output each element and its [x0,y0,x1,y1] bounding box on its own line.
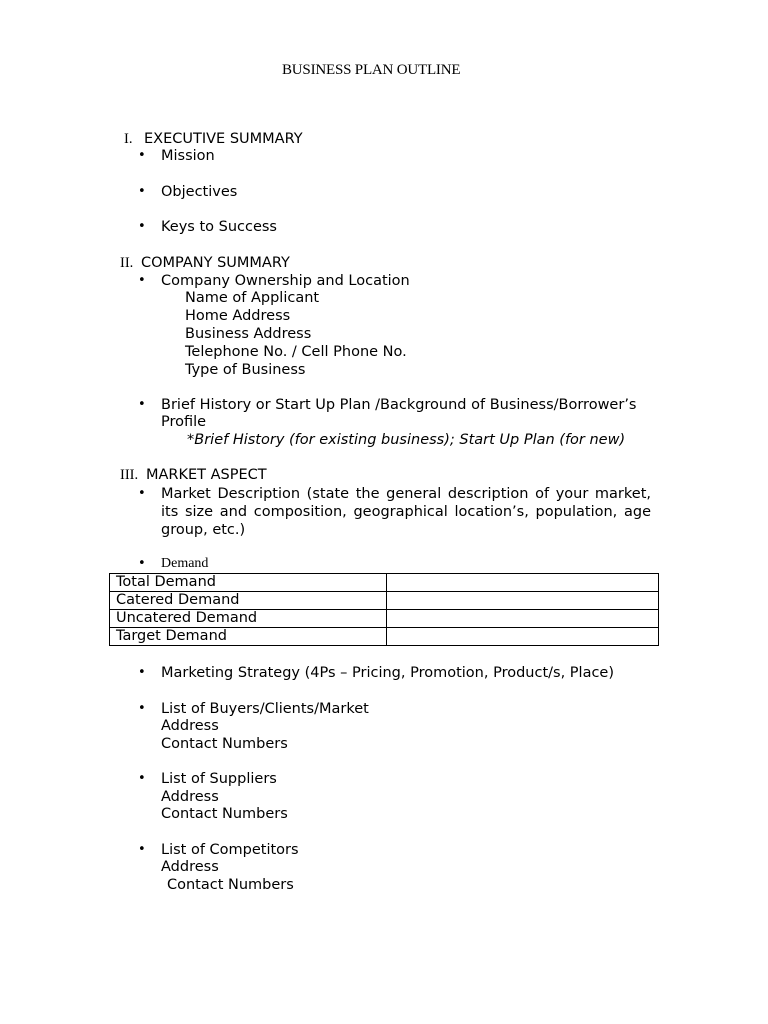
list-item: List of Suppliers [161,771,277,787]
section-numeral: II. [120,255,134,271]
bullet-icon: • [138,184,146,199]
bullet-icon: • [138,397,146,412]
sub-item: Contact Numbers [167,877,294,893]
table-row [110,574,659,592]
sub-item: Address [161,789,219,805]
sub-item: Address [161,859,219,875]
bullet-icon: • [138,842,146,857]
table-cell-value [387,610,659,628]
section-heading: EXECUTIVE SUMMARY [144,131,303,147]
bullet-icon: • [138,556,146,571]
sub-item: Business Address [185,326,312,342]
bullet-icon: • [138,148,146,163]
sub-item: Type of Business [185,362,306,378]
table-cell-value [387,592,659,610]
section-heading: MARKET ASPECT [146,467,267,483]
bullet-icon: • [138,486,146,501]
section-numeral: I. [124,131,133,147]
table-row [110,610,659,628]
bullet-icon: • [138,771,146,786]
list-item: Company Ownership and Location [161,273,410,289]
table-row [110,628,659,646]
sub-item: Name of Applicant [185,290,320,306]
list-item: List of Competitors [161,842,299,858]
section-numeral: III. [120,467,139,483]
list-item: Keys to Success [161,219,277,235]
list-item: Marketing Strategy (4Ps – Pricing, Promotion, Product/s, Place) [161,665,615,681]
list-item-continuation: Profile [161,414,207,430]
table-cell-label: Catered Demand [110,592,387,610]
section-heading: COMPANY SUMMARY [141,255,290,271]
bullet-icon: • [138,219,146,234]
bullet-icon: • [138,701,146,716]
sub-item: Contact Numbers [161,736,288,752]
table-cell-label: Total Demand [110,574,387,592]
note: *Brief History (for existing business); Start Up Plan (for new) [187,432,626,448]
sub-item: Address [161,718,219,734]
list-item: Brief History or Start Up Plan /Background of Business/Borrower’s [161,397,637,413]
bullet-icon: • [138,665,146,680]
table-row [110,592,659,610]
sub-item: Contact Numbers [161,806,288,822]
market-description: Market Description (state the general description of your market, its size and composition, geographical location’s, population, age group, etc.) [161,486,651,538]
document-title: BUSINESS PLAN OUTLINE [282,62,461,78]
table-cell-value [387,574,659,592]
table-cell-label: Uncatered Demand [110,610,387,628]
list-item: Mission [161,148,215,164]
sub-item: Home Address [185,308,291,324]
bullet-icon: • [138,273,146,288]
demand-label: Demand [161,556,209,571]
sub-item: Telephone No. / Cell Phone No. [185,344,407,360]
demand-table [109,573,659,646]
table-cell-label: Target Demand [110,628,387,646]
table-cell-value [387,628,659,646]
list-item: List of Buyers/Clients/Market [161,701,369,717]
list-item: Objectives [161,184,238,200]
